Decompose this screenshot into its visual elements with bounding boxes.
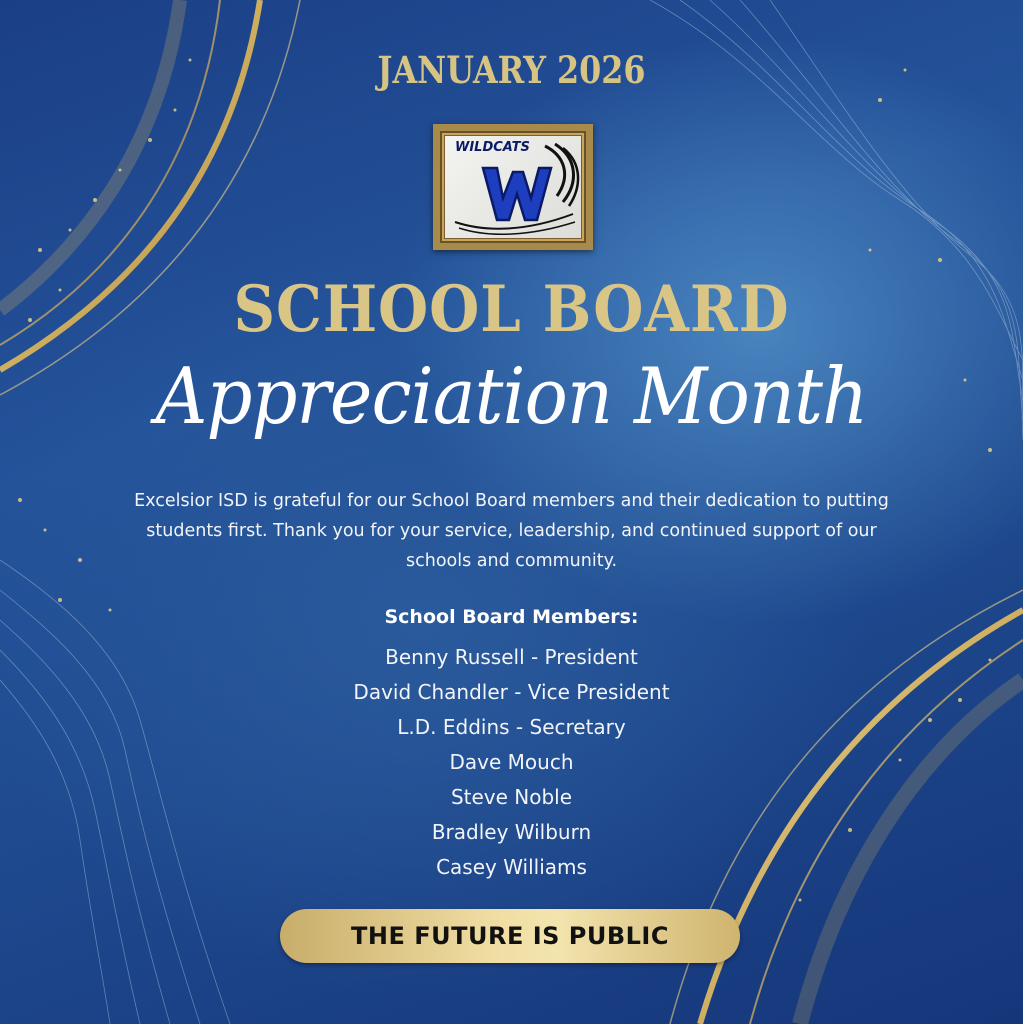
logo-text: WILDCATS <box>455 140 530 155</box>
list-item: Casey Williams <box>436 855 587 879</box>
month-title: JANUARY 2026 <box>377 48 646 92</box>
logo-frame <box>433 124 593 250</box>
members-list <box>0 640 1023 885</box>
title-appreciation-month: Appreciation Month <box>155 352 868 442</box>
list-item: David Chandler - Vice President <box>353 680 670 704</box>
members-heading: School Board Members: <box>384 606 639 628</box>
list-item: Benny Russell - President <box>385 645 638 669</box>
intro-paragraph: Excelsior ISD is grateful for our School Board members and their dedication to putting students first. Thank you for your service, leadership, and continued support of our schools and community. <box>134 491 889 571</box>
list-item: Steve Noble <box>450 785 573 809</box>
list-item: Dave Mouch <box>449 750 574 774</box>
title-school-board: SCHOOL BOARD <box>233 272 790 347</box>
list-item: Bradley Wilburn <box>431 820 592 844</box>
tagline-badge: THE FUTURE IS PUBLIC <box>280 909 740 963</box>
list-item: L.D. Eddins - Secretary <box>397 715 626 739</box>
wildcats-logo <box>444 135 582 239</box>
